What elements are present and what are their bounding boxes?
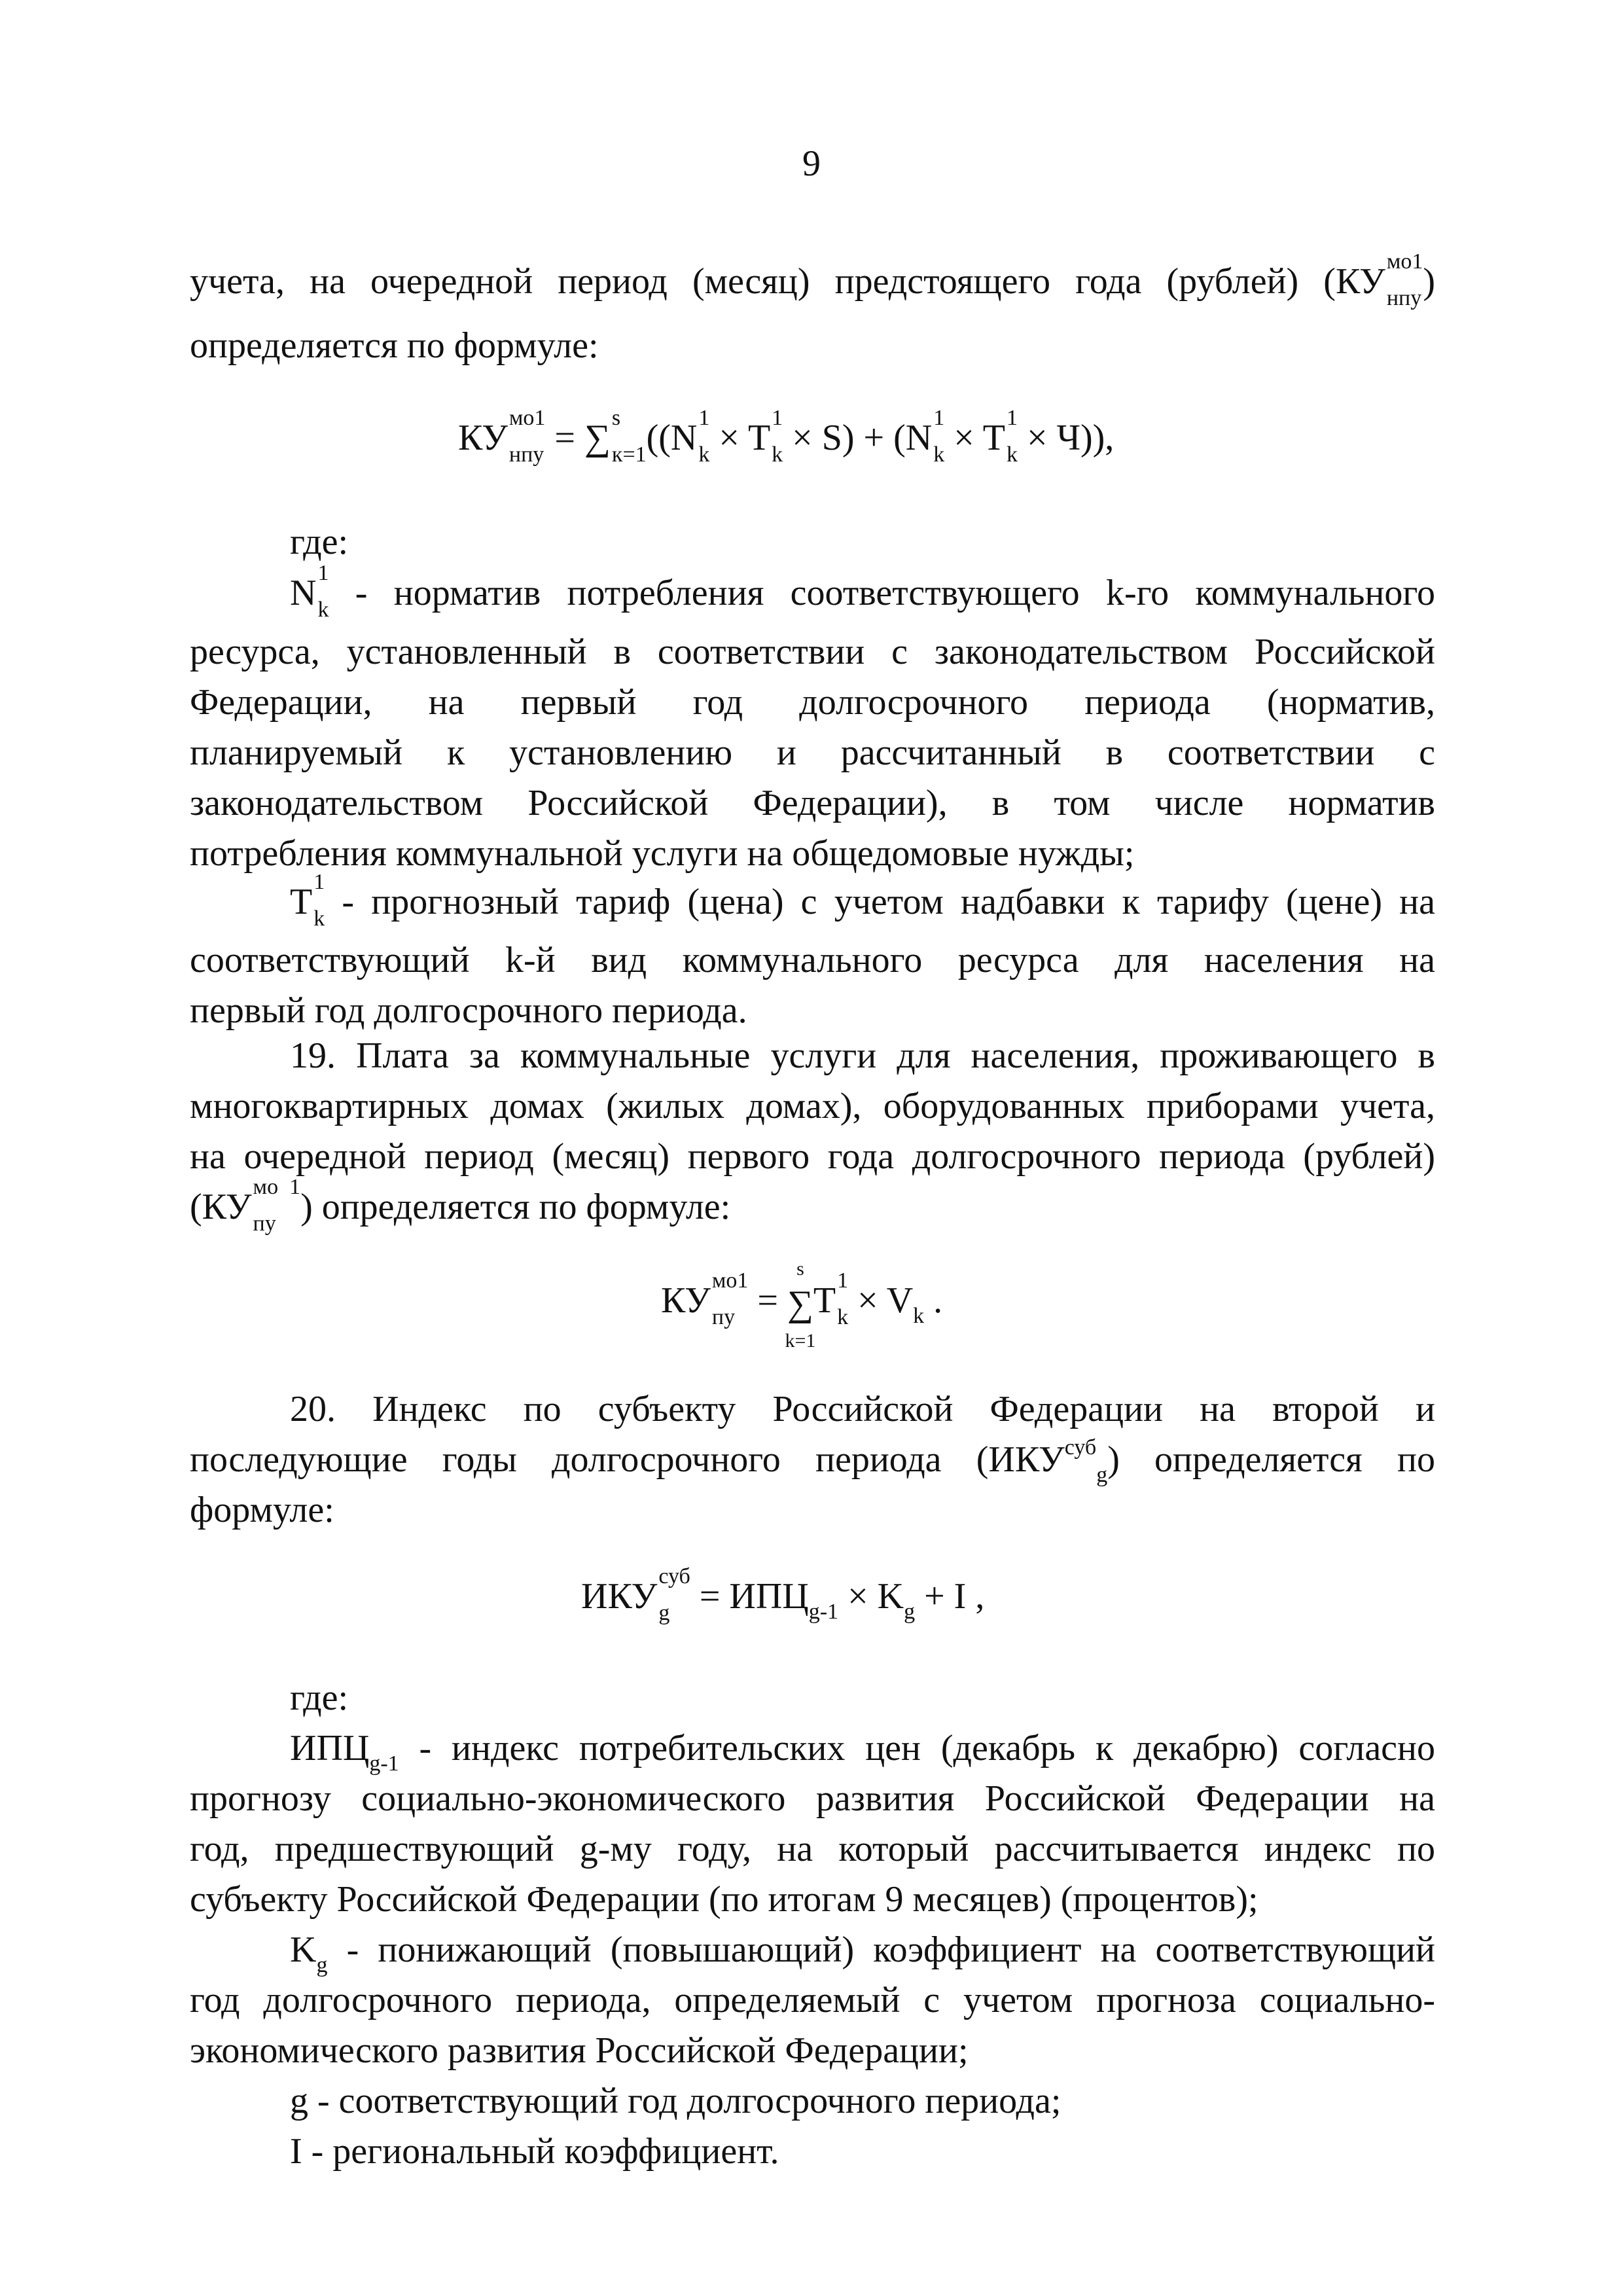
definition-k-line xyxy=(290,1925,1435,1980)
where-label: где: xyxy=(290,1677,349,1718)
sum-upper: s xyxy=(611,406,621,430)
symbol-sup: 1 xyxy=(313,870,325,895)
symbol-indices xyxy=(1386,249,1423,311)
symbol-sub: g-1 xyxy=(369,1751,399,1776)
symbol-base: ИПЦ xyxy=(290,1728,370,1768)
paragraph-line xyxy=(190,1175,1435,1236)
text-run: последующие годы долгосрочного периода (ИКУ xyxy=(190,1439,1065,1480)
symbol-base: N xyxy=(290,573,317,613)
formula-sub: k xyxy=(933,442,945,467)
formula-sub: пу xyxy=(711,1305,736,1329)
paragraph-line: ресурса, установленный в соответствии с законодательством Российской xyxy=(190,632,1435,672)
formula-sup: 1 xyxy=(772,406,783,430)
symbol-ipc xyxy=(290,1728,399,1776)
formula-sub: k xyxy=(772,442,783,467)
formula-eq: = xyxy=(757,1280,778,1321)
formula-lhs: КУ xyxy=(458,417,508,458)
sum-symbol xyxy=(785,1258,816,1352)
formula-sup2: 1 xyxy=(737,1268,749,1293)
symbol-sub: k xyxy=(317,598,329,622)
formula-indices xyxy=(837,1268,849,1329)
text-run: - индекс потребительских цен (декабрь к декабрю) согласно xyxy=(419,1728,1435,1768)
sum-limits xyxy=(611,406,647,467)
sum-symbol: ∑ xyxy=(584,417,611,458)
formula-ku-npu xyxy=(458,406,1115,467)
symbol-sub: k xyxy=(313,906,325,931)
symbol-base: КУ xyxy=(202,1187,252,1227)
where-label: где: xyxy=(290,522,349,562)
formula-term: = ИПЦ xyxy=(699,1575,809,1617)
paragraph-line: 20. Индекс по субъекту Российской Федерации на второй и xyxy=(290,1389,1435,1429)
paragraph-line xyxy=(190,1435,1435,1490)
symbol-k xyxy=(290,1929,328,1977)
formula-lhs-indices xyxy=(658,1564,690,1625)
paragraph-line: законодательством Российской Федерации), в том числе норматив xyxy=(190,783,1435,823)
formula-ku-pu xyxy=(661,1258,943,1352)
text-run: ) определяется по xyxy=(1107,1439,1435,1480)
symbol-sup: мо xyxy=(253,1175,279,1200)
formula-term: × S) + (N xyxy=(792,417,933,458)
formula-lhs-indices xyxy=(508,406,546,467)
formula-sub: k xyxy=(837,1305,849,1329)
sum-lower: к=1 xyxy=(611,442,647,467)
formula-eq: = xyxy=(554,417,575,458)
definition-i-line: I - региональный коэффициент. xyxy=(290,2131,779,2172)
definition-g-line: g - соответствующий год долгосрочного периода; xyxy=(290,2081,1061,2121)
paragraph-line: соответствующий k-й вид коммунального ресурса для населения на xyxy=(190,940,1435,980)
symbol-sup: суб xyxy=(1064,1435,1097,1460)
paragraph-line: многоквартирных домах (жилых домах), оборудованных приборами учета, xyxy=(190,1086,1435,1126)
symbol-sup: мо xyxy=(1386,249,1412,274)
formula-sub: нпу xyxy=(508,442,544,467)
symbol-n xyxy=(290,561,329,622)
paragraph-line: экономического развития Российской Федерации; xyxy=(190,2030,969,2071)
text-run: - норматив потребления соответствующего k-го коммунального xyxy=(355,573,1436,613)
paragraph-line: определяется по формуле: xyxy=(190,325,599,366)
symbol-sub: нпу xyxy=(1386,286,1422,311)
text-run: - прогнозный тариф (цена) с учетом надбавки к тарифу (цене) на xyxy=(342,882,1435,922)
paragraph-line: год, предшествующий g-му году, на который рассчитывается индекс по xyxy=(190,1829,1435,1869)
paragraph-line: первый год долгосрочного периода. xyxy=(190,990,747,1031)
page-number: 9 xyxy=(802,143,821,184)
formula-sub: k xyxy=(913,1303,925,1328)
formula-iku xyxy=(581,1564,985,1625)
text-run: ) xyxy=(1423,261,1435,302)
symbol-ku-mo-npu xyxy=(1335,249,1423,311)
formula-sup: мо xyxy=(508,406,535,430)
paragraph-line: год долгосрочного периода, определяемый с учетом прогноза социально- xyxy=(190,1980,1435,2020)
text-run: - понижающий (повышающий) коэффициент на соответствующий xyxy=(346,1929,1436,1970)
formula-lhs: ИКУ xyxy=(581,1575,658,1617)
paragraph-line: на очередной период (месяц) первого года долгосрочного периода (рублей) xyxy=(190,1136,1435,1177)
paragraph-line: формуле: xyxy=(190,1490,334,1530)
formula-term: . xyxy=(933,1280,943,1321)
sum-upper: s xyxy=(796,1258,804,1280)
paragraph-line: 19. Плата за коммунальные услуги для населения, проживающего в xyxy=(290,1035,1435,1076)
text-run: ( xyxy=(190,1187,202,1227)
text-run: учета, на очередной период (месяц) предстоящего года (рублей) ( xyxy=(190,261,1336,302)
formula-term: × V xyxy=(857,1280,914,1321)
formula-sub: g xyxy=(658,1601,670,1625)
formula-indices xyxy=(698,406,710,467)
paragraph-line: Федерации, на первый год долгосрочного периода (норматив, xyxy=(190,682,1435,723)
symbol-ku-mo-pu xyxy=(202,1175,301,1236)
sum-lower: k=1 xyxy=(785,1330,816,1352)
formula-indices xyxy=(772,406,783,467)
symbol-sub: пу xyxy=(253,1211,276,1236)
symbol-sub: g xyxy=(1096,1463,1108,1487)
symbol-indices xyxy=(253,1175,301,1236)
formula-term: + I , xyxy=(924,1575,985,1617)
formula-indices xyxy=(1006,406,1018,467)
text-run: ) определяется по формуле: xyxy=(300,1187,731,1227)
formula-sup: суб xyxy=(658,1564,690,1588)
paragraph-line: прогнозу социально-экономического развития Российской Федерации на xyxy=(190,1778,1435,1819)
formula-sup: 1 xyxy=(698,406,710,430)
formula-lhs: КУ xyxy=(661,1280,711,1321)
formula-sup: 1 xyxy=(837,1268,849,1293)
symbol-sub: g xyxy=(316,1953,328,1977)
formula-indices xyxy=(933,406,945,467)
formula-term: × T xyxy=(719,417,771,458)
formula-sub: g xyxy=(904,1599,916,1624)
definition-t-line xyxy=(290,870,1435,931)
paragraph-line: планируемый к установлению и рассчитанный в соответствии с xyxy=(190,732,1435,773)
formula-sub: g-1 xyxy=(808,1599,839,1624)
formula-sup: 1 xyxy=(1006,406,1018,430)
formula-lhs-indices xyxy=(711,1268,749,1329)
definition-ipc-line xyxy=(290,1723,1435,1778)
formula-term: T xyxy=(813,1280,836,1321)
formula-term: ((N xyxy=(646,417,698,458)
symbol-sup2: 1 xyxy=(1412,249,1423,274)
formula-sub: k xyxy=(1006,442,1018,467)
formula-term: × K xyxy=(847,1575,904,1617)
paragraph-line: субъекту Российской Федерации (по итогам 9 месяцев) (процентов); xyxy=(190,1879,1258,1920)
symbol-base: КУ xyxy=(1335,261,1385,302)
symbol-sup2: 1 xyxy=(289,1175,301,1200)
symbol-indices xyxy=(313,870,325,931)
formula-term: × Ч)), xyxy=(1026,417,1115,458)
paragraph-line: потребления коммунальной услуги на общедомовые нужды; xyxy=(190,833,1135,874)
paragraph-line xyxy=(190,249,1435,311)
symbol-indices xyxy=(317,561,329,622)
symbol-base: T xyxy=(290,882,313,922)
definition-n-line xyxy=(290,561,1436,622)
formula-sup: мо xyxy=(711,1268,738,1293)
formula-term: × T xyxy=(954,417,1005,458)
formula-sup: 1 xyxy=(933,406,945,430)
symbol-t xyxy=(290,870,325,931)
symbol-sup: 1 xyxy=(317,561,329,586)
formula-sup2: 1 xyxy=(534,406,546,430)
sum-glyph: ∑ xyxy=(787,1283,813,1324)
symbol-base: K xyxy=(290,1929,317,1970)
formula-sub: k xyxy=(698,442,710,467)
